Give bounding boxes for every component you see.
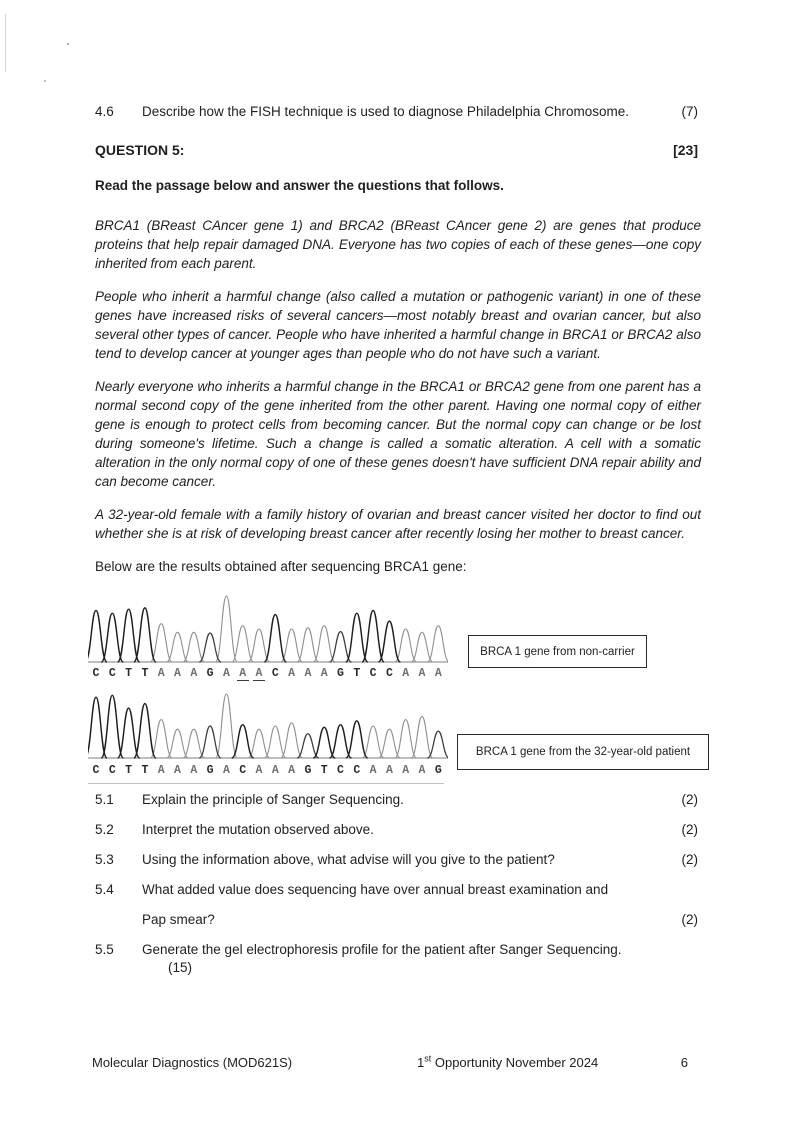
trace-peak <box>167 632 189 662</box>
trace-peak <box>134 704 156 758</box>
label-patient: BRCA 1 gene from the 32-year-old patient <box>475 746 691 758</box>
passage-paragraph-2: People who inherit a harmful change (also called a mutation or pathogenic variant) in one of these genes have increased risks of several cancers—most notably breast and ovarian cancer, but also several other types of cancer. People who have inherited a harmful change in BRCA1 or BRCA2 also tend to develop cancer at younger ages than people who do not have such a variant. <box>95 289 701 361</box>
trace-peak <box>101 613 123 662</box>
sequence-base: G <box>434 764 442 777</box>
footer-session: 1st Opportunity November 2024 <box>417 1053 599 1070</box>
sequence-letters-noncarrier <box>88 667 448 682</box>
sequence-base: C <box>108 764 116 777</box>
scan-artifact-dot <box>44 80 46 82</box>
trace-peak <box>427 626 448 662</box>
trace-peak <box>378 621 400 662</box>
sequence-base: T <box>141 764 149 777</box>
trace-peak <box>346 721 368 758</box>
sequence-base: C <box>369 667 377 680</box>
chromatogram-noncarrier <box>88 588 448 666</box>
question-text: What added value does sequencing have over annual breast examination and <box>142 882 609 897</box>
question-text: Using the information above, what advise will you give to the patient? <box>142 852 555 867</box>
sequence-base: C <box>239 764 247 777</box>
question-text: Describe how the FISH technique is used to diagnose Philadelphia Chromosome. <box>142 104 630 119</box>
question-row-continued <box>95 959 698 976</box>
sequence-base: A <box>304 667 312 680</box>
sequence-base: A <box>237 667 249 681</box>
sequence-base: A <box>222 667 230 680</box>
sequence-base: G <box>304 764 312 777</box>
footer-page-number: 6 <box>680 1055 688 1070</box>
trace-peak <box>183 632 205 662</box>
trace-peak <box>215 694 237 758</box>
trace-peak <box>134 608 156 662</box>
trace-peak <box>362 611 384 663</box>
sequence-base: A <box>288 667 296 680</box>
sequence-base: A <box>255 764 263 777</box>
sequence-base: A <box>288 764 296 777</box>
instruction-text: Read the passage below and answer the questions that follows. <box>95 178 504 193</box>
question-number: 4.6 <box>95 104 114 119</box>
sequence-base: C <box>353 764 361 777</box>
passage <box>95 216 701 590</box>
question-row <box>95 791 698 808</box>
question-number: 5.2 <box>95 822 114 837</box>
trace-peak <box>215 596 237 662</box>
trace-peak <box>264 615 286 663</box>
sequence-base: A <box>418 764 426 777</box>
question-row <box>95 821 698 838</box>
question-number: 5.3 <box>95 852 114 867</box>
question-text: Explain the principle of Sanger Sequencing. <box>142 792 404 807</box>
trace-peak <box>248 729 270 758</box>
question-marks: (7) <box>681 104 698 119</box>
section-marks: [23] <box>673 142 698 158</box>
trace-peak <box>232 626 254 662</box>
sequence-base: G <box>337 667 344 680</box>
sequence-base: A <box>385 764 393 777</box>
sequence-base: C <box>337 764 344 777</box>
passage-paragraph-1: BRCA1 (BReast CAncer gene 1) and BRCA2 (BReast CAncer gene 2) are genes that produce proteins that help repair damaged DNA. Everyone has two copies of each of these genes—one copy inherited from each parent. <box>95 218 701 271</box>
question-number: 5.5 <box>95 942 114 957</box>
sequence-base: C <box>92 764 100 777</box>
sequence-base: T <box>141 667 149 680</box>
sequence-base: A <box>434 667 442 680</box>
question-number: 5.4 <box>95 882 114 897</box>
label-noncarrier: BRCA 1 gene from non-carrier <box>480 645 635 658</box>
trace-peak <box>297 628 319 662</box>
trace-peak <box>281 723 303 758</box>
trace-peak <box>313 727 335 758</box>
question-marks: (2) <box>681 852 698 867</box>
question-text-continued: Pap smear? <box>142 912 215 927</box>
sequence-base: T <box>125 667 133 680</box>
chromatogram-patient <box>88 688 448 762</box>
sequence-base: A <box>174 764 181 777</box>
trace-peak <box>411 632 433 662</box>
questions-list <box>95 791 698 989</box>
sequence-base: A <box>190 764 198 777</box>
sequence-base: G <box>206 667 214 680</box>
question-row <box>95 941 698 958</box>
question-row <box>95 851 698 868</box>
sequence-base: C <box>271 667 279 680</box>
trace-peak <box>183 729 205 758</box>
trace-peak <box>264 726 286 758</box>
sequence-base: T <box>320 764 328 777</box>
sequence-base: A <box>369 764 377 777</box>
label-box-patient <box>457 734 709 770</box>
trace-peak <box>232 725 254 758</box>
trace-peak <box>118 708 140 758</box>
sequence-base: C <box>385 667 393 680</box>
results-intro: Below are the results obtained after sequencing BRCA1 gene: <box>95 559 467 574</box>
label-box-noncarrier <box>468 635 647 668</box>
trace-peak <box>118 609 140 662</box>
question-row <box>95 881 698 898</box>
footer-course: Molecular Diagnostics (MOD621S) <box>92 1055 293 1070</box>
question-text-continued: (15) <box>168 960 193 975</box>
question-marks: (2) <box>681 792 698 807</box>
sequence-base: C <box>108 667 116 680</box>
passage-paragraph-4: A 32-year-old female with a family history of ovarian and breast cancer visited her doctor to find out whether she is at risk of developing breast cancer after recently losing her mother to breast cancer. <box>95 507 701 541</box>
sequence-base: A <box>222 764 230 777</box>
sequence-base: A <box>320 667 328 680</box>
trace-peak <box>411 716 433 758</box>
sequence-base: A <box>402 764 410 777</box>
question-marks: (2) <box>681 822 698 837</box>
passage-paragraph-3: Nearly everyone who inherits a harmful change in the BRCA1 or BRCA2 gene from one parent has a normal second copy of the gene inherited from the other parent. Having one normal copy of either gene is enough to protect cells from becoming cancer. But the normal copy can change or be lost during someone's lifetime. Such a change is called a somatic alteration. A cell with a somatic alteration in the only normal copy of one of these genes doesn't have sufficient DNA repair ability and can become cancer. <box>95 379 701 489</box>
trace-peak <box>101 695 123 758</box>
sequence-base: G <box>206 764 214 777</box>
sequence-base: A <box>190 667 198 680</box>
sequence-base: A <box>157 764 165 777</box>
question-text: Generate the gel electrophoresis profile for the patient after Sanger Sequencing. <box>142 942 622 957</box>
sequence-base: T <box>125 764 133 777</box>
trace-peak <box>427 731 448 758</box>
question-text: Interpret the mutation observed above. <box>142 822 374 837</box>
scan-artifact-line <box>5 14 6 72</box>
scan-artifact-dot <box>67 43 69 45</box>
sequence-base: A <box>253 667 265 681</box>
trace-peak <box>330 725 352 758</box>
sequence-base: A <box>271 764 279 777</box>
question-4-6-row <box>95 103 698 120</box>
question-5-heading-row <box>95 142 698 159</box>
sequence-base: C <box>92 667 100 680</box>
sequence-letters-patient <box>88 764 448 779</box>
trace-peak <box>395 720 417 758</box>
page-footer <box>92 1055 708 1073</box>
trace-peak <box>362 726 384 758</box>
trace-peak <box>199 633 221 662</box>
figure-baseline-artifact <box>88 783 444 784</box>
trace-peak <box>313 626 335 662</box>
instruction-row <box>95 177 698 194</box>
section-heading: QUESTION 5: <box>95 142 185 158</box>
trace-peak <box>199 726 221 758</box>
question-number: 5.1 <box>95 792 114 807</box>
sequence-base: A <box>418 667 426 680</box>
sequence-base: A <box>402 667 410 680</box>
question-row-continued <box>95 911 698 928</box>
question-marks: (2) <box>681 912 698 927</box>
sequence-base: A <box>174 667 181 680</box>
sequence-base: A <box>157 667 165 680</box>
trace-peak <box>346 613 368 662</box>
trace-peak <box>167 729 189 758</box>
sequence-base: T <box>353 667 361 680</box>
